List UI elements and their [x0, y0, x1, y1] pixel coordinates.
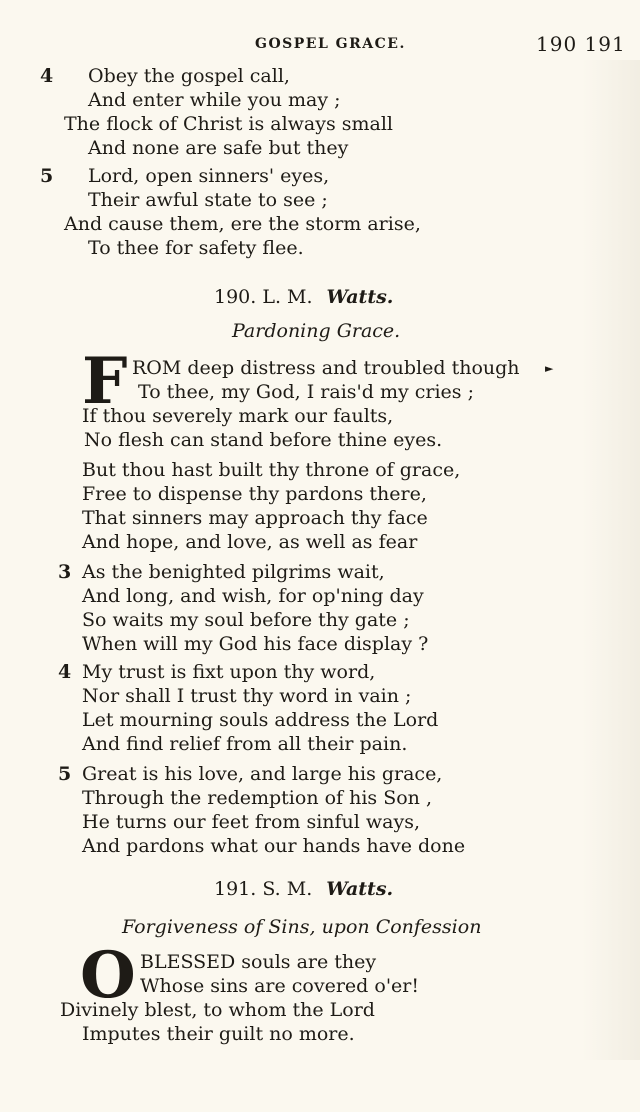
verse-line: And long, and wish, for op'ning day [82, 585, 424, 607]
stanza-number: 5 [40, 165, 54, 187]
stanza-number: 5 [58, 763, 72, 785]
verse-line: And cause them, ere the storm arise, [64, 213, 421, 235]
verse-line: That sinners may approach thy face [82, 507, 428, 529]
page-numbers: 190 191 [536, 32, 626, 56]
hymn-subtitle: Pardoning Grace. [232, 320, 401, 342]
verse-line: Imputes their guilt no more. [82, 1023, 355, 1045]
verse-line: Obey the gospel call, [88, 65, 290, 87]
hymn-heading [214, 878, 393, 900]
stanza-number: 4 [40, 65, 54, 87]
verse-line: Free to dispense thy pardons there, [82, 483, 427, 505]
verse-line: And hope, and love, as well as fear [82, 531, 418, 553]
verse-line: Lord, open sinners' eyes, [88, 165, 330, 187]
verse-line: Their awful state to see ; [88, 189, 328, 211]
verse-line: No flesh can stand before thine eyes. [84, 429, 443, 451]
hymn-number-meter: 190. L. M. [214, 286, 313, 308]
verse-line: To thee, my God, I rais'd my cries ; [138, 381, 474, 403]
running-header: GOSPEL GRACE. [255, 36, 406, 52]
verse-line: ROM deep distress and troubled though [132, 357, 520, 379]
verse-line: BLESSED souls are they [140, 951, 377, 973]
verse-line: Let mourning souls address the Lord [82, 709, 439, 731]
verse-line: And find relief from all their pain. [82, 733, 408, 755]
facing-page-bleed [582, 60, 640, 1060]
verse-line: Divinely blest, to whom the Lord [60, 999, 375, 1021]
verse-line: To thee for safety flee. [88, 237, 304, 259]
stanza-number: 3 [58, 561, 72, 583]
drop-cap: F [82, 344, 128, 419]
drop-cap: O [80, 938, 136, 1013]
verse-line: He turns our feet from sinful ways, [82, 811, 421, 833]
hymn-heading [214, 286, 393, 308]
verse-line: Whose sins are covered o'er! [140, 975, 419, 997]
verse-line: My trust is fixt upon thy word, [82, 661, 376, 683]
verse-line: The flock of Christ is always small [64, 113, 394, 135]
stanza-number: 4 [58, 661, 72, 683]
verse-line: Nor shall I trust thy word in vain ; [82, 685, 412, 707]
hymn-number-meter: 191. S. M. [214, 878, 313, 900]
verse-line: And pardons what our hands have done [82, 835, 466, 857]
verse-line: But thou hast built thy throne of grace, [82, 459, 461, 481]
verse-line: So waits my soul before thy gate ; [82, 609, 410, 631]
verse-line: If thou severely mark our faults, [82, 405, 394, 427]
hymn-author: Watts. [326, 878, 394, 900]
hymn-subtitle: Forgiveness of Sins, upon Confession [122, 916, 482, 938]
verse-line: And none are safe but they [88, 137, 349, 159]
verse-line: As the benighted pilgrims wait, [82, 561, 385, 583]
verse-line: When will my God his face display ? [82, 633, 429, 655]
verse-line: Through the redemption of his Son , [82, 787, 432, 809]
hymn-author: Watts. [326, 286, 394, 308]
margin-mark: ► [545, 362, 554, 375]
verse-line: Great is his love, and large his grace, [82, 763, 443, 785]
verse-line: And enter while you may ; [88, 89, 341, 111]
